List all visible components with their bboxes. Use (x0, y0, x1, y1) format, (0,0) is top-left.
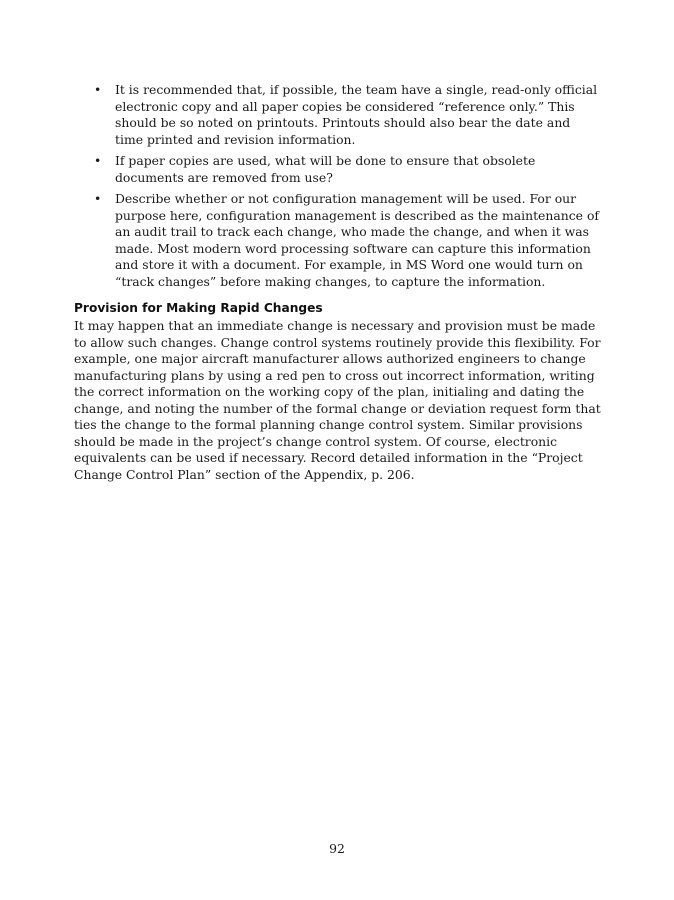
bullet-text: If paper copies are used, what will be done to ensure that obsolete documents are removed from use? (115, 153, 536, 185)
bullet-icon: • (94, 153, 102, 168)
bullet-item-configuration-management (74, 191, 602, 290)
page-content (74, 82, 602, 483)
section-paragraph: It may happen that an immediate change is necessary and provision must be made to allow such changes. Change control systems routinely provide this flexibility. For example, one major aircraft manufacturer allows authorized engineers to change manufacturing plans by using a red pen to cross out incorrect information, writing the correct information on the working copy of the plan, initialing and dating the change, and noting the number of the formal change or deviation request form that ties the change to the formal planning change control system. Similar provisions should be made in the project’s change control system. Of course, electronic equivalents can be used if necessary. Record detailed information in the “Project Change Control Plan” section of the Appendix, p. 206. (74, 318, 601, 482)
bullet-icon: • (94, 82, 102, 97)
bullet-item-paper-copies (74, 153, 602, 186)
section-heading: Provision for Making Rapid Changes (74, 301, 323, 315)
bullet-text: Describe whether or not configuration management will be used. For our purpose here, configuration management is described as the maintenance of an audit trail to track each change, who made the change, and when it was made. Most modern word processing software can capture this information and store it with a document. For example, in MS Word one would turn on “track changes” before making changes, to capture the information. (115, 191, 599, 289)
bullet-list (74, 82, 602, 290)
page-number: 92 (329, 841, 345, 856)
bullet-text: It is recommended that, if possible, the team have a single, read-only official electronic copy and all paper copies be considered “reference only.” This should be so noted on printouts. Printouts should also bear the date and time printed and revision information. (115, 82, 598, 147)
bullet-item-read-only-copy (74, 82, 602, 148)
bullet-icon: • (94, 191, 102, 206)
